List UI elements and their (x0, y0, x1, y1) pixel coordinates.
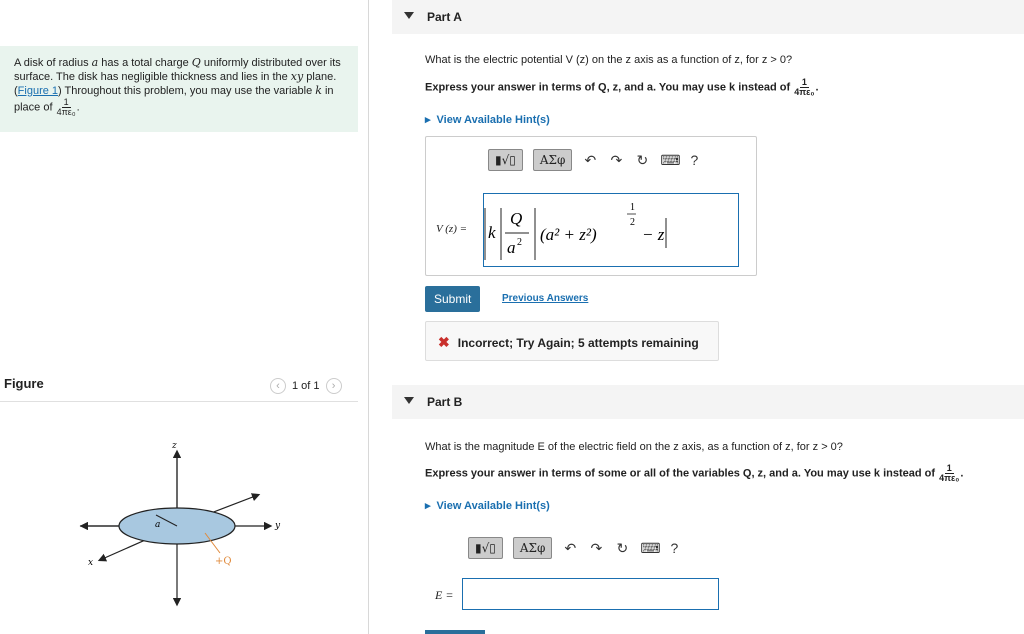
problem-text: ) Throughout this problem, you may use the variable (58, 85, 316, 97)
undo-icon[interactable]: ↶ (564, 539, 577, 556)
collapse-triangle-icon[interactable] (404, 12, 414, 19)
fraction-denominator: 4πε₀ (794, 87, 815, 97)
part-a-answer-input[interactable] (483, 193, 739, 267)
radius-label: a (155, 520, 161, 530)
feedback-text: Incorrect; Try Again; 5 attempts remaining (457, 336, 699, 350)
problem-text: A disk of radius (14, 57, 92, 69)
y-axis-label: y (275, 521, 281, 531)
answer-exponent: 2 (517, 237, 522, 248)
fraction-denominator: 4πε₀ (939, 473, 960, 483)
greek-symbols-button[interactable]: ΑΣφ (533, 149, 573, 171)
fraction (939, 464, 959, 483)
part-a-instructions: Express your answer in terms of Q, z, and a. You may use k instead of $\frac{1}{\text{4πε₀}}$ . (425, 77, 819, 97)
redo-icon[interactable]: ↷ (610, 151, 623, 168)
answer-label: E = (435, 588, 454, 602)
chevron-left-icon[interactable]: ‹ (270, 378, 286, 394)
figure-heading: Figure (4, 376, 44, 391)
fraction-numerator: 1 (801, 77, 807, 87)
reset-icon[interactable]: ↻ (616, 539, 629, 556)
submit-button[interactable]: Submit (425, 286, 480, 312)
fraction-denominator: 4πε₀ (56, 107, 76, 117)
problem-text: in place of (14, 85, 334, 114)
answer-exponent-den: 2 (630, 217, 635, 228)
part-a-header[interactable] (392, 0, 1024, 34)
figure-link[interactable]: Figure 1 (17, 85, 59, 97)
part-a-label: Part A (427, 10, 462, 24)
var-q: Q (191, 56, 201, 69)
right-panel (392, 0, 1024, 634)
instructions-text: Express your answer in terms of Q, z, and a. You may use k instead of (425, 81, 791, 94)
part-b-hint-link[interactable]: ▸ View Available Hint(s) (425, 499, 550, 512)
answer-exponent-num: 1 (630, 202, 635, 213)
var-xy: xy (290, 70, 304, 83)
redo-icon[interactable]: ↷ (590, 539, 603, 556)
part-a-answer-editor (425, 136, 757, 276)
close-icon: ✖ (438, 334, 450, 350)
feedback-box (425, 321, 719, 361)
answer-label: V (z) = (436, 223, 468, 235)
math-toolbar (488, 149, 702, 171)
figure-navigation (270, 378, 342, 394)
disk-figure (70, 438, 290, 613)
undo-icon[interactable]: ↶ (584, 151, 597, 168)
var-a: a (91, 56, 99, 69)
figure-page-indicator: 1 of 1 (292, 380, 320, 392)
submit-button-partial[interactable] (425, 630, 485, 634)
part-b-answer-input[interactable] (462, 578, 719, 610)
answer-a: a (507, 238, 516, 257)
fraction-numerator: 1 (946, 463, 952, 473)
previous-answers-link[interactable]: Previous Answers (502, 293, 589, 304)
answer-k: k (488, 223, 496, 242)
fraction-numerator: 1 (63, 97, 69, 107)
left-panel (0, 0, 369, 634)
part-b-header[interactable] (392, 385, 1024, 419)
divider (0, 401, 358, 402)
part-a-hint-link[interactable]: ▸ View Available Hint(s) (425, 113, 550, 126)
chevron-right-icon[interactable]: › (326, 378, 342, 394)
templates-button[interactable]: ▮√▯ (468, 537, 503, 559)
answer-tail: − z (642, 225, 665, 244)
math-toolbar (468, 537, 682, 559)
keyboard-icon[interactable]: ⌨ (660, 151, 681, 168)
problem-text: plane. ( (14, 71, 337, 97)
x-axis-label: x (88, 558, 94, 568)
keyboard-icon[interactable]: ⌨ (640, 539, 661, 556)
problem-text: has a total charge (98, 57, 192, 69)
templates-button[interactable]: ▮√▯ (488, 149, 523, 171)
collapse-triangle-icon[interactable] (404, 397, 414, 404)
part-a-question: What is the electric potential V (z) on the z axis as a function of z, for z > 0? (425, 54, 793, 66)
instructions-text: Express your answer in terms of some or all of the variables Q, z, and a. You may use k instead of (425, 467, 936, 480)
help-button[interactable]: ? (690, 152, 699, 168)
z-axis-label: z (172, 441, 177, 451)
part-b-instructions: Express your answer in terms of some or all of the variables Q, z, and a. You may use k instead of $\frac{1}{\text{4πε₀}}$ . (425, 463, 964, 483)
var-k: k (315, 84, 322, 97)
fraction (794, 78, 814, 97)
part-b-question: What is the magnitude E of the electric field on the z axis, as a function of z, for z > 0? (425, 441, 843, 453)
greek-symbols-button[interactable]: ΑΣφ (513, 537, 553, 559)
answer-expression (484, 194, 738, 266)
answer-sum: (a² + z²) (540, 225, 597, 244)
help-button[interactable]: ? (670, 540, 679, 556)
charge-label: +Q (215, 556, 232, 567)
problem-text: uniformly distributed over its surface. The disk has negligible thickness and lies in the (14, 57, 341, 83)
fraction (57, 98, 76, 117)
problem-text: . (76, 101, 80, 114)
answer-q: Q (510, 209, 523, 228)
part-b-label: Part B (427, 395, 463, 409)
problem-statement (0, 46, 358, 132)
reset-icon[interactable]: ↻ (636, 151, 649, 168)
